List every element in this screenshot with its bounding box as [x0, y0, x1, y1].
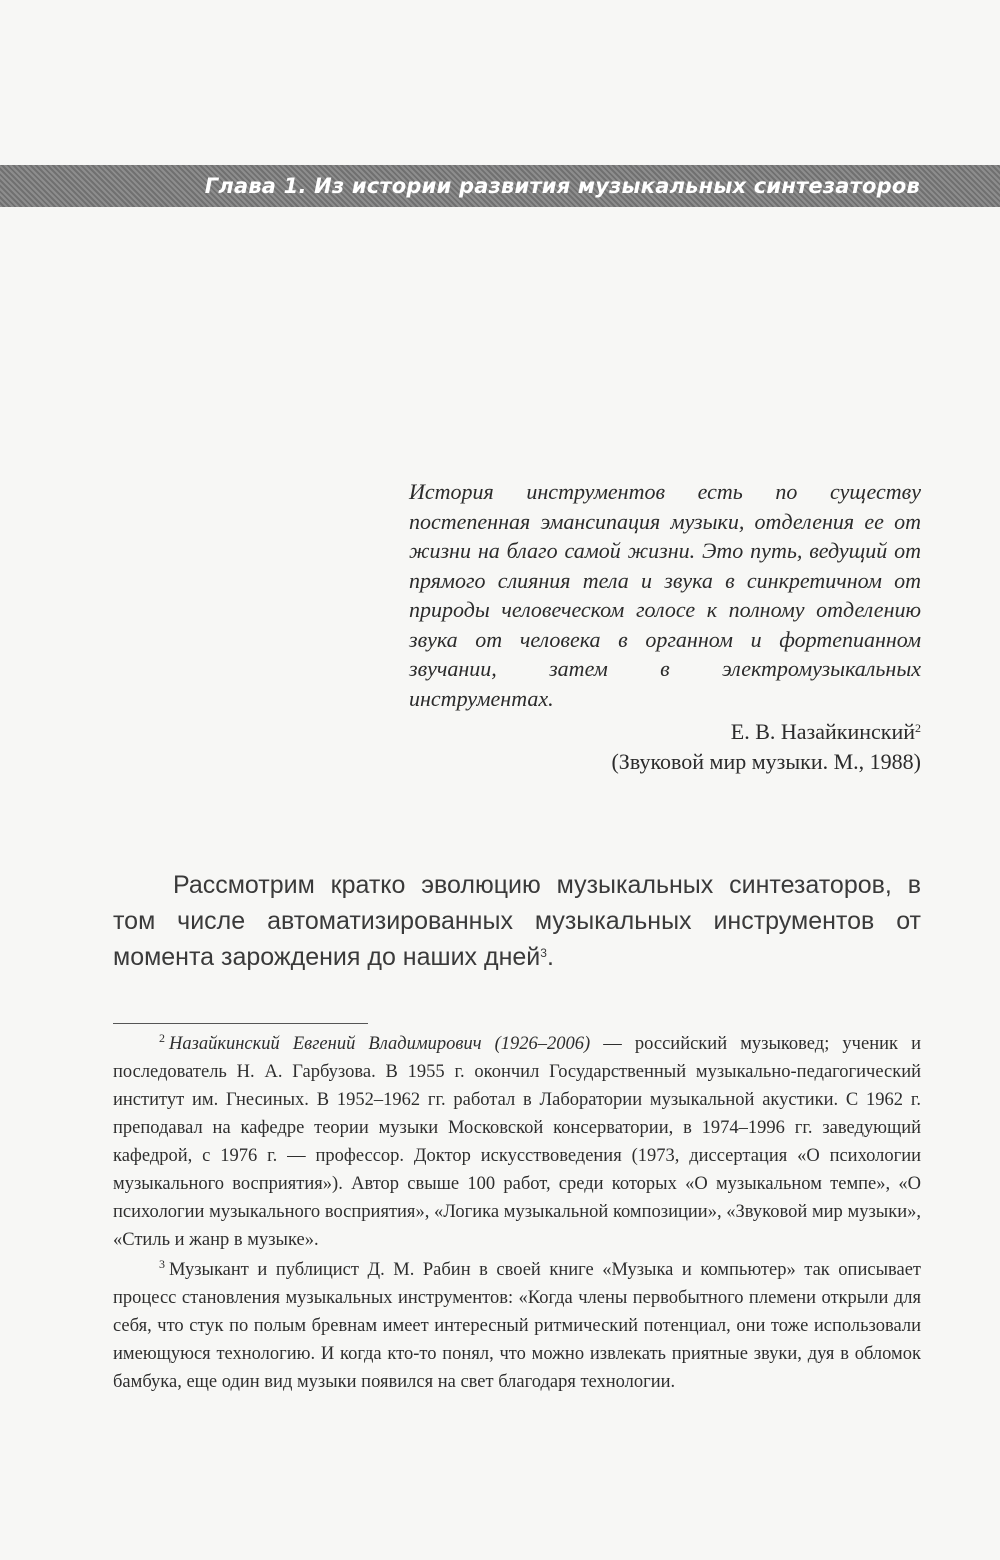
- body-paragraph: [113, 867, 921, 975]
- chapter-title: Глава 1. Из истории развития музыкальных синтезаторов: [204, 174, 920, 198]
- chapter-header-band: [0, 165, 1000, 207]
- footnote-italic: Назайкинский Евгений Владимирович (1926–2006): [169, 1034, 591, 1054]
- body-paragraph-text: Рассмотрим кратко эволюцию музыкальных синтезаторов, в том числе автоматизированных музыкальных инструментов от момента зарождения до наших дней: [113, 871, 921, 971]
- footnote-divider: [113, 1023, 368, 1024]
- footnote-3: [113, 1256, 921, 1396]
- footnote-number: 2: [159, 1031, 165, 1045]
- body-paragraph-end: .: [546, 943, 554, 971]
- footnote-ref-2: 2: [915, 721, 921, 735]
- footnote-text: Музыкант и публицист Д. М. Рабин в своей книге «Музыка и компьютер» так описывает процесс становления музыкальных инструментов: «Когда члены первобытного племени открыли для себя, что стук по полым бревнам имеет интересный ритмический потенциал, они тоже использовали имеющуюся технологию. И когда кто-то понял, что можно извлекать приятные звуки, дуя в обломок бамбука, еще один вид музыки появился на свет благодаря технологии.: [113, 1260, 921, 1392]
- footnote-number: 3: [159, 1257, 165, 1271]
- epigraph: [409, 477, 921, 777]
- footnote-ref-3: 3: [540, 946, 547, 960]
- footnote-2: [113, 1030, 921, 1254]
- epigraph-source: (Звуковой мир музыки. М., 1988): [611, 749, 921, 774]
- epigraph-author: [409, 717, 921, 747]
- epigraph-text: История инструментов есть по существу постепенная эмансипация музыки, отделения ее от жизни на благо самой жизни. Это путь, ведущий от прямого слияния тела и звука в синкретичном от природы человеческом голосе к полному отделению звука от человека в органном и фортепианном звучании, затем в электромузыкальных инструментах.: [409, 479, 921, 711]
- footnote-text: — российский музыковед; ученик и последователь Н. А. Гарбузова. В 1955 г. окончил Государственный музыкально-педагогический институт им. Гнесиных. В 1952–1962 гг. работал в Лаборатории музыкальной акустики. С 1962 г. преподавал на кафедре теории музыки Московской консерватории, в 1974–1996 гг. заведующий кафедрой, с 1976 г. — профессор. Доктор искусствоведения (1973, диссертация «О психологии музыкального восприятия»). Автор свыше 100 работ, среди которых «О музыкальном темпе», «О психологии музыкального восприятия», «Логика музыкальной композиции», «Звуковой мир музыки», «Стиль и жанр в музыке».: [113, 1034, 921, 1250]
- footnotes: [113, 1030, 921, 1396]
- epigraph-author-name: Е. В. Назайкинский: [730, 719, 915, 744]
